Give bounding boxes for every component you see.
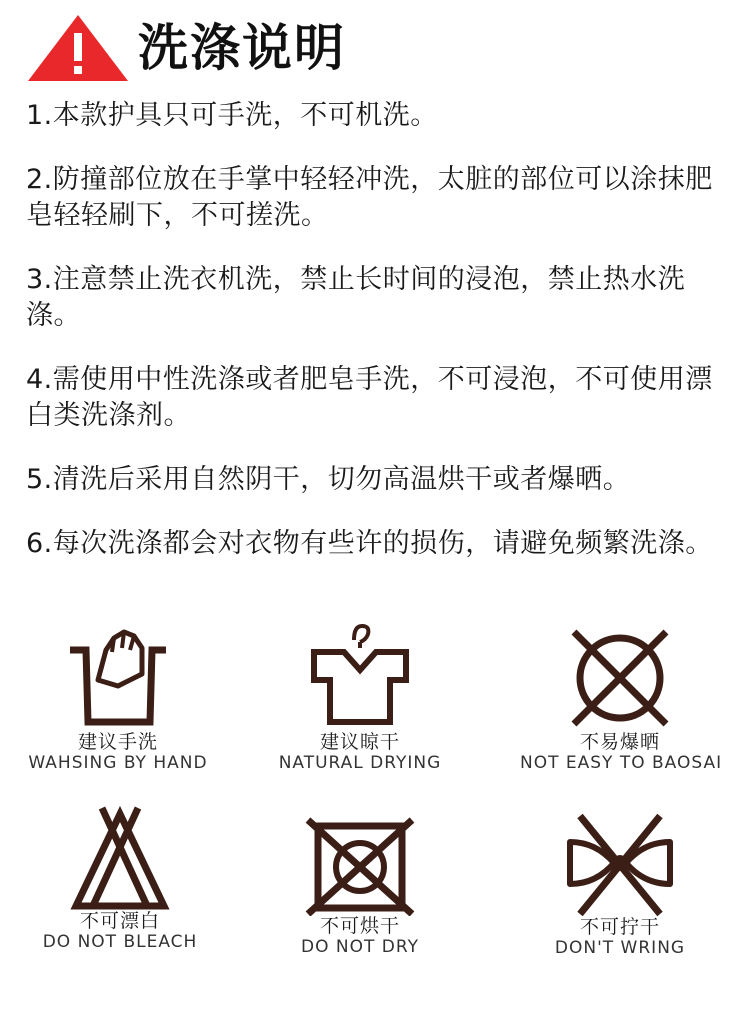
- symbol-label-en: DON'T WRING: [554, 938, 686, 958]
- symbol-label-cn: 建议晾干: [319, 731, 400, 753]
- symbol-label-en: NOT EASY TO BAOSAI: [520, 753, 723, 773]
- instruction-item: 1.本款护具只可手洗，不可机洗。: [26, 100, 438, 131]
- symbol-label-en: DO NOT BLEACH: [42, 932, 198, 952]
- header: [26, 8, 346, 88]
- symbol-hand-wash: [18, 622, 218, 773]
- symbol-natural-drying: [260, 622, 460, 773]
- instruction-item: 2.防撞部位放在手掌中轻轻冲洗，太脏的部位可以涂抹肥皂轻轻刷下，不可搓洗。: [26, 164, 713, 231]
- symbol-label-en: WAHSING BY HAND: [28, 753, 208, 773]
- natural-drying-icon: [300, 622, 420, 732]
- symbol-label-en: NATURAL DRYING: [278, 753, 442, 773]
- hand-wash-icon: [58, 622, 178, 732]
- instruction-item: 5.清洗后采用自然阴干，切勿高温烘干或者爆晒。: [26, 464, 631, 495]
- no-wring-icon: [560, 812, 680, 917]
- no-sun-icon: [560, 622, 680, 732]
- symbol-label-cn: 不可拧干: [579, 916, 660, 938]
- symbol-label-cn: 建议手洗: [77, 731, 158, 753]
- page-title: 洗涤说明: [138, 19, 346, 77]
- symbol-label-en: DO NOT DRY: [301, 937, 419, 957]
- symbol-no-sun: [520, 622, 723, 773]
- instruction-item: 3.注意禁止洗衣机洗，禁止长时间的浸泡，禁止热水洗涤。: [26, 264, 686, 331]
- instruction-item: 6.每次洗涤都会对衣物有些许的损伤，请避免频繁洗涤。: [26, 528, 713, 559]
- symbol-no-dry: [260, 816, 460, 957]
- symbol-no-bleach: [20, 806, 220, 952]
- warning-icon: [26, 13, 130, 83]
- instruction-item: 4.需使用中性洗涤或者肥皂手洗，不可浸泡，不可使用漂白类洗涤剂。: [26, 364, 713, 431]
- symbol-no-wring: [520, 812, 720, 958]
- no-dry-icon: [300, 816, 420, 916]
- symbol-label-cn: 不易爆晒: [579, 731, 660, 753]
- symbol-label-cn: 不可烘干: [319, 915, 400, 937]
- no-bleach-icon: [60, 806, 180, 911]
- symbol-label-cn: 不可漂白: [79, 910, 160, 932]
- instruction-list: [26, 98, 731, 590]
